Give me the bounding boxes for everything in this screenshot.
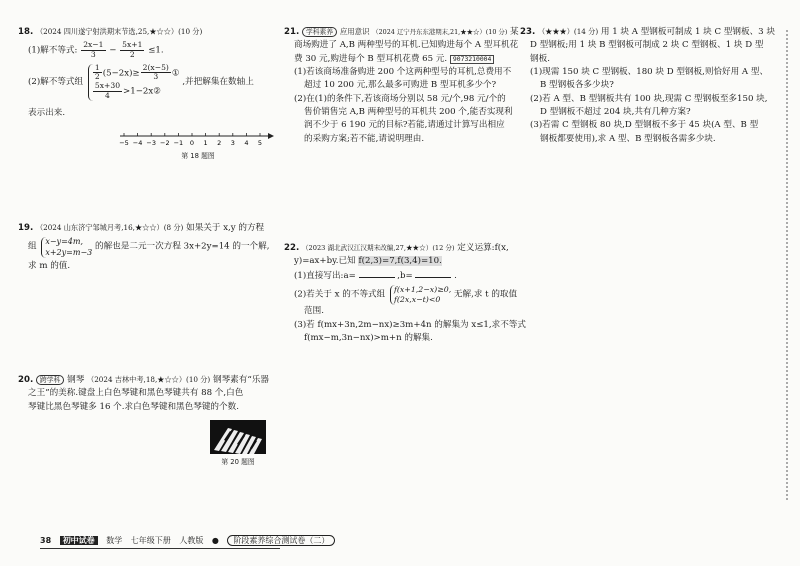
question-meta: （★★★）(14 分): [537, 27, 599, 36]
question-code-tag: 9073210004: [450, 55, 494, 65]
question-number: 19.: [18, 223, 34, 233]
axis-tick-label: 5: [257, 139, 263, 147]
question-number: 23.: [520, 27, 536, 37]
answer-blank-b[interactable]: [415, 269, 451, 278]
equation-system: x−y=4m, x+2y=m−3: [41, 237, 92, 258]
axis-tick-label: 0: [189, 139, 195, 147]
question-meta: （2024 山东济宁邹城月考,16,★☆☆）(8 分): [35, 223, 184, 232]
question-meta: （2023 湖北武汉江汉期末改编,27,★★☆）(12 分): [301, 244, 455, 252]
question-number: 21.: [284, 27, 300, 37]
edition-label: 人教版: [179, 536, 204, 545]
axis-tick-label: 2: [217, 139, 222, 147]
axis-tick-label: −5: [119, 139, 129, 147]
question-number: 18.: [18, 27, 34, 37]
figure-caption: 第 20 题图: [221, 458, 255, 466]
question-number: 22.: [284, 243, 300, 253]
question-21: 21. 学科素养 应用意识 （2024 辽宁丹东东港期末,21,★★☆）(10 分) 某 商场购进了 A,B 两种型号的耳机.已知购进每个 A 型耳机花 费 30 元,购进每个 B 型耳机花费 65 元. 9073210004 (1)若该商场准备购进 200 个这两种型号的耳机,总费用不 超过 10 200 元,那么最多可购进 B 型耳机多少个? (2)在(1)的条件下,若该商场分别以 58 元/个,98 元/个的 售价销售完 A,B 两种型号的耳机共 200 个,能否实现利 润不少于 6 190 元的目标?若能,请通过计算写出相应 的采购方案;若不能,请说明理由.: [284, 27, 519, 144]
question-23: 23. （★★★）(14 分) 用 1 块 A 型钢板可制成 1 块 C 型钢板、3 块 D 型钢板;用 1 块 B 型钢板可制成 2 块 C 型钢板、1 块 D 型 钢板. (1)现需 150 块 C 型钢板、180 块 D 型钢板,则恰好用 A 型、 B 型钢板各多少块? (2)若 A 型、B 型钢板共有 100 块,现需 C 型钢板至多150 块, D 型钢板不超过 204 块,共有几种方案? (3)若需 C 型钢板 80 块,D 型钢板不多于 45 块(A 型、B 型 钢板都要使用),求 A 型、B 型钢板各需多少块.: [520, 27, 775, 144]
number-line: [118, 130, 278, 152]
question-22: 22. （2023 湖北武汉江汉期末改编,27,★★☆）(12 分) 定义运算:f(x, y)=ax+by.已知 f(2,3)=7,f(3,4)=10. (1)直接写出:a= ,b= . (2)若关于 x 的不等式组 f(x+1,2−x)≥0, f(2x,x−t)<0 无解,求 t 的取值 范围. (3)若 f(mx+3n,2m−nx)≥3m+4n 的解集为 x≤1,求不等式 f(mx−m,3n−nx)>m+n 的解集.: [284, 243, 526, 343]
binding-edge-decoration: [786, 30, 794, 500]
answer-blank-a[interactable]: [359, 269, 395, 278]
subject-label: 数学: [106, 536, 123, 545]
question-meta: （2024 四川遂宁射洪期末节选,25,★☆☆）(10 分): [35, 27, 203, 36]
inequality-system: $\frac{1}{2}$ (5−2x)≥ $\frac{2(x-5)}{3}$ ① $\frac{5x+30}{4}$ >1−2x②: [88, 64, 180, 101]
question-meta: （2024 吉林中考,18,★☆☆）(10 分): [87, 375, 211, 384]
axis-tick-label: −2: [160, 139, 170, 147]
fraction: $\frac{5x+1}{2}$: [122, 40, 143, 60]
question-meta: （2024 辽宁丹东东港期末,21,★★☆）(10 分): [372, 28, 508, 36]
fraction: $\frac{2x-1}{3}$: [83, 40, 104, 60]
test-title: 阶段素养综合测试卷（二）: [227, 535, 335, 546]
question-number: 20.: [18, 375, 34, 385]
question-19: 19. （2024 山东济宁邹城月考,16,★☆☆）(8 分) 如果关于 x,y 的方程 组 x−y=4m, x+2y=m−3 的解也是二元一次方程 3x+2y=14 的一个解, 求 m 的值.: [18, 223, 270, 272]
given-conditions: f(2,3)=7,f(3,4)=10.: [358, 256, 442, 267]
part-2: (2)解不等式组 $\frac{1}{2}$ (5−2x)≥ $\frac{2(x-5)}{3}$ ① $\frac{5x+30}{4}$ >1−2x② ,并把解集在数轴上: [28, 62, 254, 100]
page-number: 38: [40, 536, 52, 545]
question-20: 20. 跨学科 钢琴 （2024 吉林中考,18,★☆☆）(10 分) 钢琴素有“乐器 之王”的美称.键盘上白色琴键和黑色琴键共有 88 个,白色 琴键比黑色琴键多 16 个.求白色琴键和黑色琴键的个数. 第 20 题图: [18, 375, 269, 466]
question-18: 18. （2024 四川遂宁射洪期末节选,25,★☆☆）(10 分) (1)解不等式: $\frac{2x-1}{3}$ − $\frac{5x+1}{2}$ ≤1. (2)解不等式组 $\frac{1}{2}$ (5−2x)≥ $\frac{2(x-5)}{3}$ ① $\frac{5x+30}{4}$ >1−2x② ,并把解集在数轴上 表示出来. −5 −4 −3 −2 −1 0 1 2 3 4 5 第 18 题图: [18, 26, 268, 120]
axis-tick-label: 4: [244, 139, 249, 147]
axis-tick-label: −1: [173, 139, 184, 147]
axis-tick-label: −3: [146, 139, 156, 147]
inequality-system: f(x+1,2−x)≥0, f(2x,x−t)<0: [390, 285, 451, 305]
grade-label: 七年级下册: [130, 536, 171, 545]
page-footer: [40, 535, 341, 547]
piano-keyboard-image: [210, 420, 266, 454]
series-label: 初中试卷: [60, 536, 98, 545]
axis-tick-label: 1: [203, 139, 208, 147]
axis-tick-label: −4: [132, 139, 143, 147]
footer-underline: [40, 548, 280, 549]
part-1: (1)解不等式: $\frac{2x-1}{3}$ − $\frac{5x+1}{2}$ ≤1.: [28, 40, 164, 60]
category-badge: 跨学科: [36, 375, 64, 385]
axis-tick-label: 3: [230, 139, 235, 147]
bullet-icon: ●: [211, 536, 219, 545]
figure-caption: 第 18 题图: [181, 152, 215, 160]
category-badge: 学科素养: [302, 27, 337, 37]
